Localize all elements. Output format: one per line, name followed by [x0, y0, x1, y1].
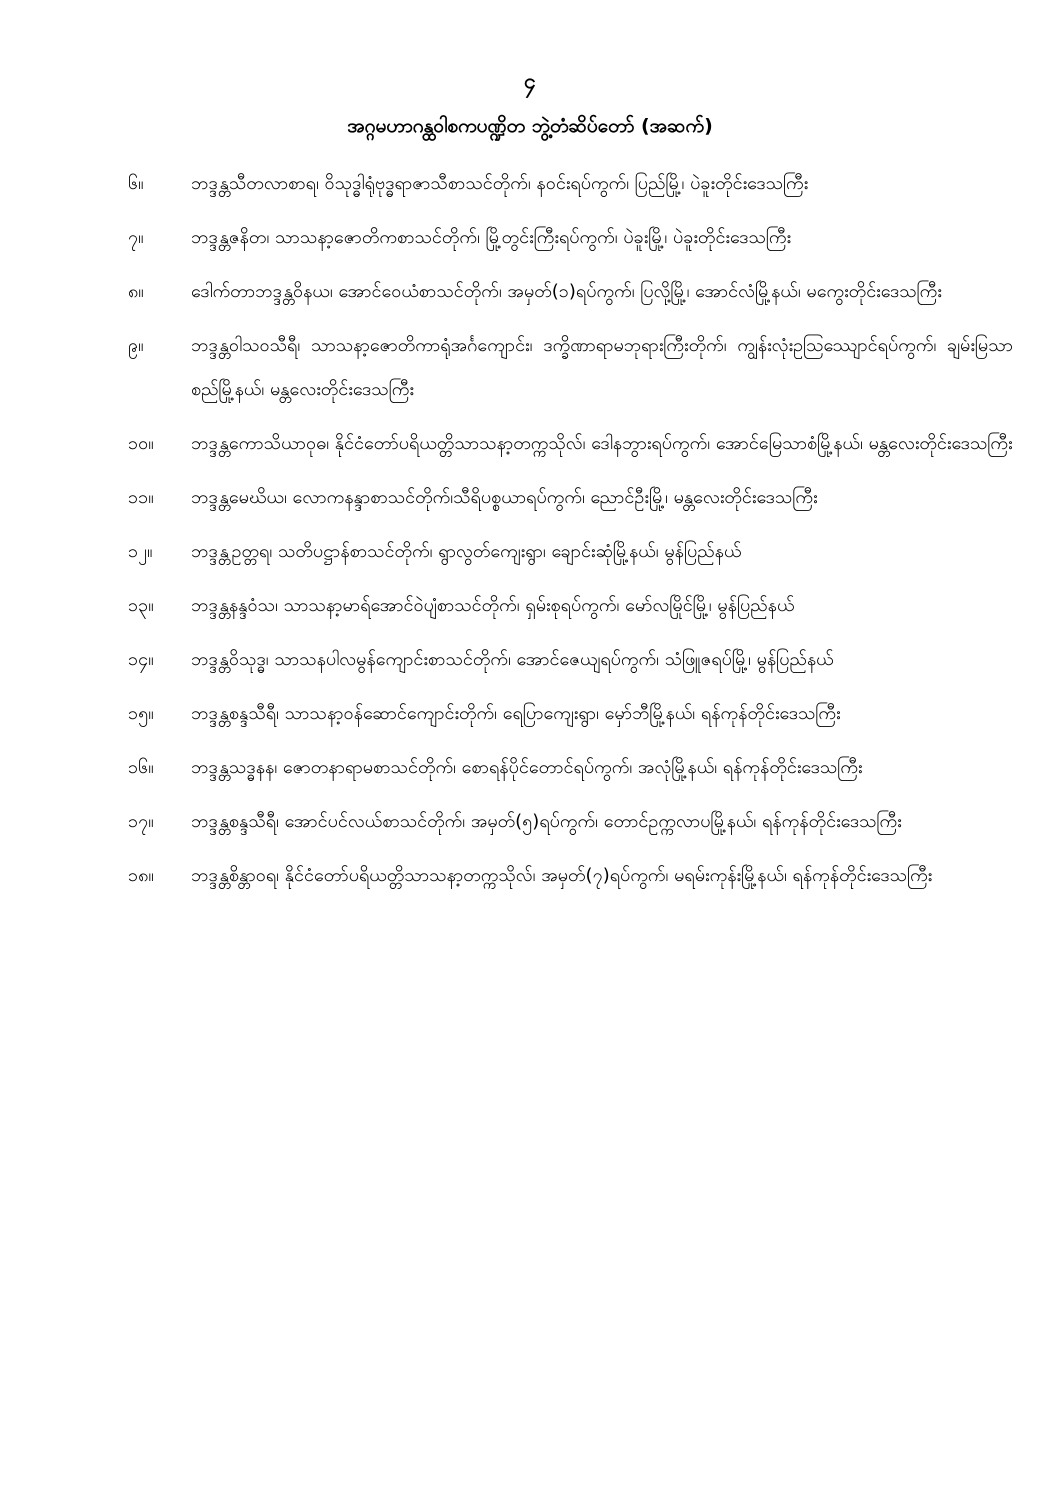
list-item [0, 270, 1060, 314]
item-text: ဘဒ္ဒန္တသဒ္ဓနန၊ ဇောတနာရာမစာသင်တိုက်၊ စောရန်ပိုင်တောင်ရပ်ကွက်၊ အလုံမြို့နယ်၊ ရန်ကုန်တိုင်းဒေသကြီး [191, 757, 863, 778]
list-item [0, 324, 1060, 412]
item-number: ၉။ [128, 335, 144, 356]
item-text: ဘဒ္ဒန္တနန္ဒဝံသ၊ သာသနာ့မာရ်အောင်ဝဲပျံစာသင်တိုက်၊ ရှမ်းစုရပ်ကွက်၊ မော်လမြိုင်မြို့၊ မွန်ပြည်နယ် [191, 595, 795, 616]
item-text: ဒေါက်တာဘဒ္ဒန္တဝိနယ၊ အောင်ဝေယံစာသင်တိုက်၊ အမှတ်(၁)ရပ်ကွက်၊ ပြလို့မြို့၊ အောင်လံမြို့နယ်၊ မကွေးတိုင်းဒေသကြီး [191, 281, 942, 302]
item-text: ဘဒ္ဒန္တကောသိယာဝုဓ၊ နိုင်ငံတော်ပရိယတ္တိသာသနာ့တက္ကသိုလ်၊ ဒေါနဘွားရပ်ကွက်၊ အောင်မြေသာစံမြို့နယ်၊ မန္တလေးတိုင်းဒေသကြီး [191, 433, 1013, 454]
list-item [0, 216, 1060, 260]
item-text: ဘဒ္ဒန္တဝိသုဒ္ဓ၊ သာသနပါလမွန်ကျောင်းစာသင်တိုက်၊ အောင်ဇေယျရပ်ကွက်၊ သံဖြူဇရပ်မြို့၊ မွန်ပြည်နယ် [191, 649, 834, 670]
item-number: ၇။ [128, 227, 144, 248]
item-number: ၈။ [128, 281, 144, 302]
award-recipient-list [0, 162, 1060, 908]
item-number: ၁၈။ [128, 865, 154, 886]
item-text: ဘဒ္ဒန္တမေဃိယ၊ လောကနန္ဒာစာသင်တိုက်၊သီရိပစ္စယာရပ်ကွက်၊ ညောင်ဦးမြို့၊ မန္တလေးတိုင်းဒေသကြီး [191, 487, 818, 508]
list-item [0, 162, 1060, 206]
list-item [0, 854, 1060, 898]
item-text: ဘဒ္ဒန္တစိန္တာဝရ၊ နိုင်ငံတော်ပရိယတ္တိသာသနာ့တက္ကသိုလ်၊ အမှတ်(၇)ရပ်ကွက်၊ မရမ်းကုန်းမြို့နယ်၊ ရန်ကုန်တိုင်းဒေသကြီး [191, 865, 933, 886]
list-item [0, 584, 1060, 628]
item-number: ၁၁။ [128, 487, 154, 508]
list-item [0, 746, 1060, 790]
item-text: ဘဒ္ဒန္တဥတ္တရ၊ သတိပဋ္ဌာန်စာသင်တိုက်၊ ရွာလွတ်ကျေးရွာ၊ ချောင်းဆုံမြို့နယ်၊ မွန်ပြည်နယ် [191, 541, 742, 562]
item-number: ၁၄။ [128, 649, 154, 670]
item-text: ဘဒ္ဒန္တစန္ဒသီရီ၊ သာသနာ့ဝန်ဆောင်ကျောင်းတိုက်၊ ရေပြာကျေးရွာ၊ မှော်ဘီမြို့နယ်၊ ရန်ကုန်တိုင်းဒေသကြီး [191, 703, 841, 724]
list-item [0, 422, 1060, 466]
item-text: ဘဒ္ဒန္တစန္ဒသီရီ၊ အောင်ပင်လယ်စာသင်တိုက်၊ အမှတ်(၅)ရပ်ကွက်၊ တောင်ဥက္ကလာပမြို့နယ်၊ ရန်ကုန်တိုင်းဒေသကြီး [191, 811, 902, 832]
item-number: ၁၇။ [128, 811, 154, 832]
item-number: ၁၅။ [128, 703, 154, 724]
list-item [0, 476, 1060, 520]
item-number: ၁၆။ [128, 757, 154, 778]
list-item [0, 638, 1060, 682]
item-number: ၁၂။ [128, 541, 153, 562]
item-number: ၁၀။ [128, 433, 154, 454]
page-title: အဂ္ဂမဟာဂန္ထဝါစကပဏ္ဍိတ ဘွဲ့တံဆိပ်တော် (အဆက်) [347, 115, 713, 137]
list-item [0, 800, 1060, 844]
list-item [0, 530, 1060, 574]
list-item [0, 692, 1060, 736]
item-text: ဘဒ္ဒန္တဝါသဝသီရီ၊ သာသနာ့ဇောတိကာရုံအင်္ဂကျောင်း၊ ဒက္ခိဏာရာမဘုရားကြီးတိုက်၊ ကျွန်းလုံးဥဩဿျောင်ရပ်ကွက်၊ ချမ်းမြသာစည်မြို့နယ်၊ မန္တလေးတိုင်းဒေသကြီး [191, 335, 1013, 400]
page-number: ၄ [524, 69, 536, 93]
item-number: ၁၃။ [128, 595, 154, 616]
item-text: ဘဒ္ဒန္တဇနိတ၊ သာသနာ့ဇောတိကစာသင်တိုက်၊ မြို့တွင်းကြီးရပ်ကွက်၊ ပဲခူးမြို့၊ ပဲခူးတိုင်းဒေသကြီး [191, 227, 792, 248]
item-number: ၆။ [128, 173, 144, 194]
item-text: ဘဒ္ဒန္တသီတလာစာရ၊ ဝိသုဒ္ဓါရုံဗုဒ္ဓရာဇာသီစာသင်တိုက်၊ နဝင်းရပ်ကွက်၊ ပြည်မြို့၊ ပဲခူးတိုင်းဒေသကြီး [191, 173, 809, 194]
